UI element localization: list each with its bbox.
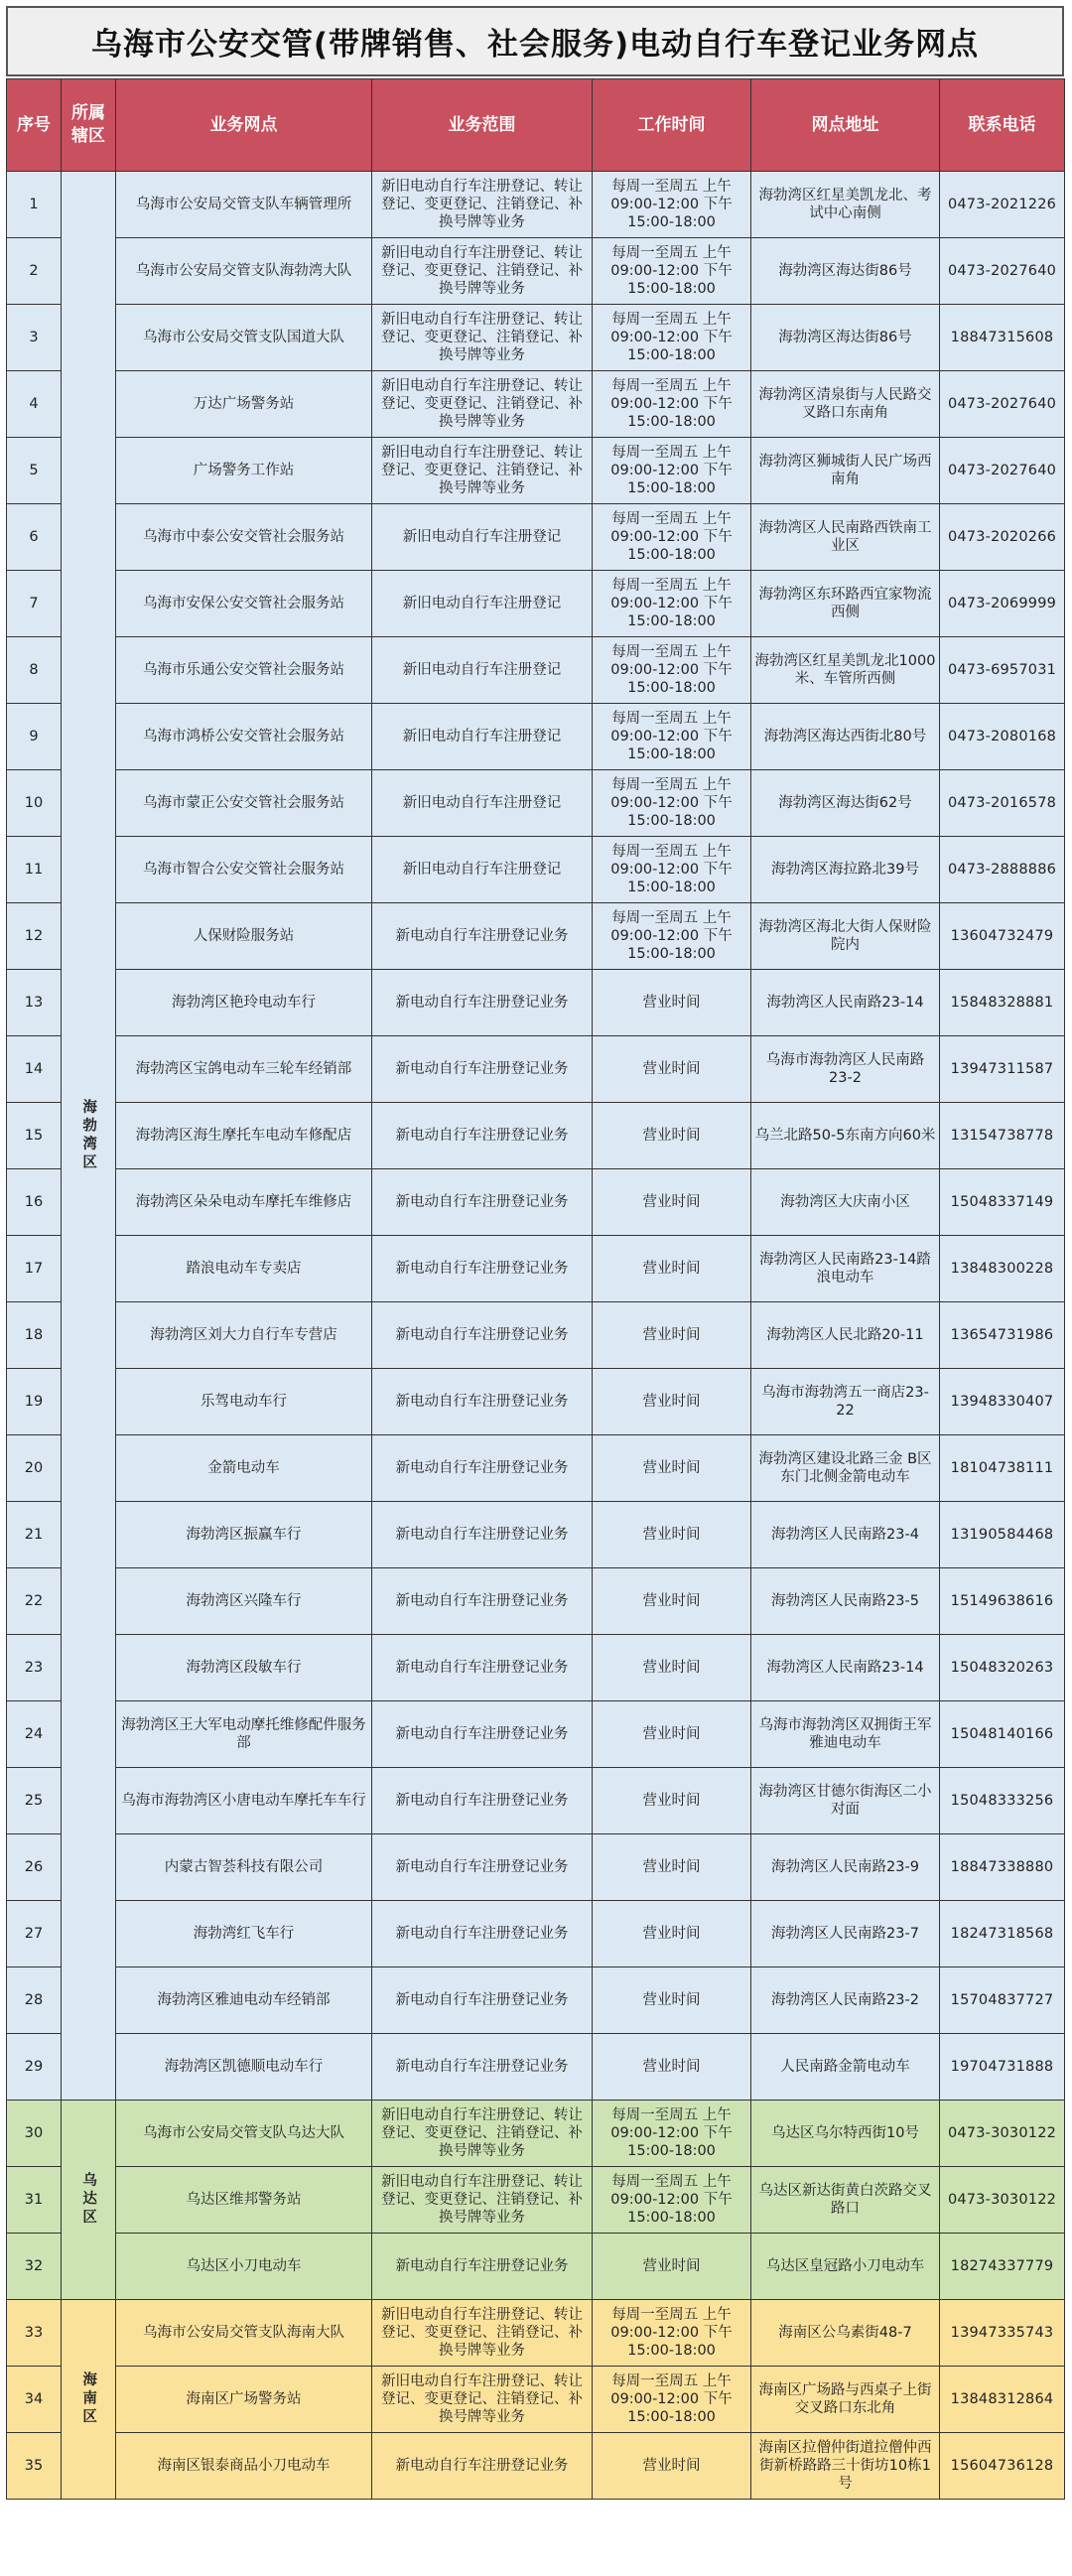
cell-phone: 15048320263 [940,1635,1065,1701]
cell-seq: 3 [7,305,62,371]
cell-outlet: 乐驾电动车行 [116,1369,372,1435]
table-row [7,2167,1065,2234]
cell-seq: 7 [7,571,62,637]
cell-outlet: 乌海市公安局交管支队车辆管理所 [116,172,372,238]
cell-hours: 每周一至周五 上午09:00-12:00 下午15:00-18:00 [593,504,751,571]
table-row [7,1502,1065,1568]
cell-address: 人民南路金箭电动车 [751,2034,940,2101]
table-body [7,172,1065,2500]
cell-scope: 新电动自行车注册登记业务 [372,1967,593,2034]
cell-scope: 新电动自行车注册登记业务 [372,1302,593,1369]
header-hours: 工作时间 [593,79,751,172]
cell-outlet: 海勃湾区凯德顺电动车行 [116,2034,372,2101]
table-row [7,2433,1065,2500]
cell-scope: 新旧电动自行车注册登记、转让登记、变更登记、注销登记、补换号牌等业务 [372,2101,593,2167]
table-row [7,2234,1065,2300]
cell-phone: 18247318568 [940,1901,1065,1967]
cell-scope: 新电动自行车注册登记业务 [372,1103,593,1169]
cell-phone: 19704731888 [940,2034,1065,2101]
cell-phone: 0473-2020266 [940,504,1065,571]
cell-address: 海勃湾区人民南路23-14 [751,970,940,1036]
cell-address: 海南区广场路与西桌子上街交叉路口东北角 [751,2367,940,2433]
cell-phone: 0473-2080168 [940,704,1065,770]
cell-hours: 营业时间 [593,1701,751,1768]
cell-outlet: 乌海市公安局交管支队乌达大队 [116,2101,372,2167]
cell-seq: 6 [7,504,62,571]
cell-seq: 33 [7,2300,62,2367]
header-phone: 联系电话 [940,79,1065,172]
cell-seq: 18 [7,1302,62,1369]
cell-scope: 新旧电动自行车注册登记 [372,571,593,637]
cell-scope: 新电动自行车注册登记业务 [372,2034,593,2101]
cell-address: 海勃湾区东环路西宜家物流西侧 [751,571,940,637]
cell-hours: 营业时间 [593,1435,751,1502]
cell-address: 海勃湾区海北大街人保财险院内 [751,903,940,970]
cell-hours: 营业时间 [593,1236,751,1302]
cell-scope: 新旧电动自行车注册登记、转让登记、变更登记、注销登记、补换号牌等业务 [372,172,593,238]
cell-address: 海勃湾区狮城街人民广场西南角 [751,438,940,504]
cell-phone: 15604736128 [940,2433,1065,2500]
cell-seq: 1 [7,172,62,238]
cell-scope: 新旧电动自行车注册登记 [372,770,593,837]
cell-scope: 新旧电动自行车注册登记 [372,504,593,571]
cell-address: 乌海市海勃湾区人民南路23-2 [751,1036,940,1103]
table-row [7,903,1065,970]
table-row [7,1236,1065,1302]
cell-address: 海勃湾区人民南路23-14踏浪电动车 [751,1236,940,1302]
cell-hours: 营业时间 [593,1502,751,1568]
cell-scope: 新电动自行车注册登记业务 [372,1768,593,1834]
cell-seq: 27 [7,1901,62,1967]
cell-scope: 新电动自行车注册登记业务 [372,1369,593,1435]
cell-address: 海南区拉僧仲街道拉僧仲西街新桥路路三十街坊10栋1号 [751,2433,940,2500]
cell-hours: 营业时间 [593,1768,751,1834]
header-scope: 业务范围 [372,79,593,172]
header-address: 网点地址 [751,79,940,172]
cell-phone: 18274337779 [940,2234,1065,2300]
cell-district: 海勃湾区 [62,172,116,2101]
cell-outlet: 万达广场警务站 [116,371,372,438]
table-row [7,1369,1065,1435]
table-row [7,438,1065,504]
cell-scope: 新旧电动自行车注册登记、转让登记、变更登记、注销登记、补换号牌等业务 [372,2167,593,2234]
cell-seq: 35 [7,2433,62,2500]
table-row [7,571,1065,637]
cell-address: 海勃湾区人民南路23-5 [751,1568,940,1635]
cell-outlet: 海勃湾区段敏车行 [116,1635,372,1701]
table-row [7,2367,1065,2433]
cell-address: 海勃湾区建设北路三金 B区东门北侧金箭电动车 [751,1435,940,1502]
table-row [7,1834,1065,1901]
cell-phone: 15048140166 [940,1701,1065,1768]
table-row [7,172,1065,238]
table-row [7,1701,1065,1768]
cell-outlet: 乌海市蒙正公安交管社会服务站 [116,770,372,837]
cell-phone: 0473-2027640 [940,438,1065,504]
cell-phone: 0473-3030122 [940,2167,1065,2234]
cell-scope: 新电动自行车注册登记业务 [372,1435,593,1502]
table-row [7,1302,1065,1369]
cell-seq: 9 [7,704,62,770]
cell-address: 海勃湾区红星美凯龙北、考试中心南侧 [751,172,940,238]
table-row [7,1768,1065,1834]
cell-scope: 新电动自行车注册登记业务 [372,1036,593,1103]
cell-seq: 14 [7,1036,62,1103]
cell-hours: 营业时间 [593,1302,751,1369]
cell-address: 海勃湾区人民南路23-14 [751,1635,940,1701]
cell-outlet: 海勃湾区王大军电动摩托维修配件服务部 [116,1701,372,1768]
cell-address: 海勃湾区海拉路北39号 [751,837,940,903]
table-row [7,2101,1065,2167]
cell-address: 海勃湾区人民南路23-9 [751,1834,940,1901]
cell-phone: 13154738778 [940,1103,1065,1169]
table-row [7,1568,1065,1635]
cell-seq: 11 [7,837,62,903]
cell-phone: 13604732479 [940,903,1065,970]
cell-scope: 新旧电动自行车注册登记、转让登记、变更登记、注销登记、补换号牌等业务 [372,2367,593,2433]
cell-hours: 每周一至周五 上午09:00-12:00 下午15:00-18:00 [593,2367,751,2433]
cell-hours: 营业时间 [593,1834,751,1901]
cell-seq: 2 [7,238,62,305]
cell-address: 海勃湾区清泉街与人民路交叉路口东南角 [751,371,940,438]
cell-seq: 23 [7,1635,62,1701]
cell-seq: 24 [7,1701,62,1768]
cell-address: 海勃湾区海达街86号 [751,305,940,371]
cell-seq: 34 [7,2367,62,2433]
cell-hours: 每周一至周五 上午09:00-12:00 下午15:00-18:00 [593,770,751,837]
table-row [7,1103,1065,1169]
cell-hours: 营业时间 [593,2034,751,2101]
cell-outlet: 乌达区维邦警务站 [116,2167,372,2234]
cell-hours: 营业时间 [593,1036,751,1103]
cell-hours: 每周一至周五 上午09:00-12:00 下午15:00-18:00 [593,837,751,903]
cell-outlet: 广场警务工作站 [116,438,372,504]
cell-hours: 营业时间 [593,1169,751,1236]
cell-hours: 每周一至周五 上午09:00-12:00 下午15:00-18:00 [593,571,751,637]
cell-seq: 10 [7,770,62,837]
cell-phone: 0473-6957031 [940,637,1065,704]
cell-scope: 新电动自行车注册登记业务 [372,1901,593,1967]
cell-outlet: 乌海市智合公安交管社会服务站 [116,837,372,903]
cell-outlet: 海勃湾区振赢车行 [116,1502,372,1568]
cell-phone: 0473-2027640 [940,238,1065,305]
cell-hours: 营业时间 [593,2234,751,2300]
cell-outlet: 乌海市中泰公安交管社会服务站 [116,504,372,571]
cell-phone: 0473-3030122 [940,2101,1065,2167]
cell-outlet: 海勃湾区宝鸽电动车三轮车经销部 [116,1036,372,1103]
cell-address: 海勃湾区人民南路23-7 [751,1901,940,1967]
cell-address: 海勃湾区海达街62号 [751,770,940,837]
cell-seq: 26 [7,1834,62,1901]
table-row [7,504,1065,571]
cell-seq: 29 [7,2034,62,2101]
cell-outlet: 海勃湾区海生摩托车电动车修配店 [116,1103,372,1169]
cell-phone: 18847315608 [940,305,1065,371]
table-row [7,770,1065,837]
cell-seq: 4 [7,371,62,438]
cell-scope: 新电动自行车注册登记业务 [372,1169,593,1236]
cell-outlet: 踏浪电动车专卖店 [116,1236,372,1302]
cell-seq: 5 [7,438,62,504]
cell-hours: 每周一至周五 上午09:00-12:00 下午15:00-18:00 [593,438,751,504]
cell-hours: 营业时间 [593,1967,751,2034]
cell-address: 乌达区乌尔特西街10号 [751,2101,940,2167]
cell-phone: 15048333256 [940,1768,1065,1834]
cell-scope: 新电动自行车注册登记业务 [372,903,593,970]
cell-phone: 15704837727 [940,1967,1065,2034]
cell-seq: 15 [7,1103,62,1169]
cell-scope: 新电动自行车注册登记业务 [372,970,593,1036]
cell-district: 海南区 [62,2300,116,2500]
cell-hours: 每周一至周五 上午09:00-12:00 下午15:00-18:00 [593,172,751,238]
cell-hours: 每周一至周五 上午09:00-12:00 下午15:00-18:00 [593,903,751,970]
cell-hours: 营业时间 [593,1568,751,1635]
cell-scope: 新电动自行车注册登记业务 [372,1834,593,1901]
cell-scope: 新电动自行车注册登记业务 [372,1236,593,1302]
cell-outlet: 乌海市安保公安交管社会服务站 [116,571,372,637]
cell-scope: 新电动自行车注册登记业务 [372,1502,593,1568]
cell-address: 海勃湾区大庆南小区 [751,1169,940,1236]
cell-scope: 新旧电动自行车注册登记、转让登记、变更登记、注销登记、补换号牌等业务 [372,2300,593,2367]
cell-seq: 19 [7,1369,62,1435]
table-row [7,305,1065,371]
table-row [7,970,1065,1036]
cell-address: 海勃湾区红星美凯龙北1000米、车管所西侧 [751,637,940,704]
header-district: 所属辖区 [62,79,116,172]
cell-address: 海勃湾区人民北路20-11 [751,1302,940,1369]
cell-scope: 新电动自行车注册登记业务 [372,1568,593,1635]
table-row [7,238,1065,305]
cell-hours: 每周一至周五 上午09:00-12:00 下午15:00-18:00 [593,305,751,371]
table-row [7,371,1065,438]
cell-hours: 营业时间 [593,1901,751,1967]
cell-outlet: 海南区广场警务站 [116,2367,372,2433]
table-row [7,1635,1065,1701]
cell-hours: 每周一至周五 上午09:00-12:00 下午15:00-18:00 [593,704,751,770]
cell-scope: 新电动自行车注册登记业务 [372,2234,593,2300]
cell-phone: 0473-2888886 [940,837,1065,903]
cell-scope: 新旧电动自行车注册登记、转让登记、变更登记、注销登记、补换号牌等业务 [372,371,593,438]
cell-hours: 每周一至周五 上午09:00-12:00 下午15:00-18:00 [593,371,751,438]
cell-scope: 新旧电动自行车注册登记 [372,637,593,704]
cell-outlet: 金箭电动车 [116,1435,372,1502]
cell-outlet: 乌海市乐通公安交管社会服务站 [116,637,372,704]
cell-hours: 每周一至周五 上午09:00-12:00 下午15:00-18:00 [593,2300,751,2367]
cell-outlet: 内蒙古智荟科技有限公司 [116,1834,372,1901]
cell-outlet: 乌海市公安局交管支队海勃湾大队 [116,238,372,305]
cell-address: 乌海市海勃湾区双拥街王军雅迪电动车 [751,1701,940,1768]
cell-seq: 21 [7,1502,62,1568]
cell-address: 乌海市海勃湾五一商店23-22 [751,1369,940,1435]
cell-hours: 每周一至周五 上午09:00-12:00 下午15:00-18:00 [593,637,751,704]
header-outlet: 业务网点 [116,79,372,172]
table-row [7,1036,1065,1103]
cell-scope: 新旧电动自行车注册登记、转让登记、变更登记、注销登记、补换号牌等业务 [372,238,593,305]
cell-scope: 新电动自行车注册登记业务 [372,1635,593,1701]
cell-scope: 新旧电动自行车注册登记、转让登记、变更登记、注销登记、补换号牌等业务 [372,438,593,504]
cell-phone: 0473-2021226 [940,172,1065,238]
cell-seq: 28 [7,1967,62,2034]
table-row [7,2034,1065,2101]
header-seq: 序号 [7,79,62,172]
cell-hours: 营业时间 [593,2433,751,2500]
cell-address: 乌兰北路50-5东南方向60米 [751,1103,940,1169]
cell-address: 海勃湾区人民南路23-4 [751,1502,940,1568]
cell-outlet: 海勃湾区刘大力自行车专营店 [116,1302,372,1369]
cell-phone: 13947335743 [940,2300,1065,2367]
cell-scope: 新电动自行车注册登记业务 [372,1701,593,1768]
cell-phone: 13654731986 [940,1302,1065,1369]
cell-outlet: 乌海市公安局交管支队海南大队 [116,2300,372,2367]
cell-seq: 30 [7,2101,62,2167]
table-row [7,2300,1065,2367]
cell-seq: 20 [7,1435,62,1502]
cell-outlet: 乌海市公安局交管支队国道大队 [116,305,372,371]
cell-seq: 22 [7,1568,62,1635]
cell-phone: 13190584468 [940,1502,1065,1568]
table-row [7,837,1065,903]
cell-outlet: 海勃湾区艳玲电动车行 [116,970,372,1036]
cell-outlet: 海勃湾区雅迪电动车经销部 [116,1967,372,2034]
cell-scope: 新旧电动自行车注册登记 [372,837,593,903]
cell-seq: 31 [7,2167,62,2234]
cell-phone: 13848312864 [940,2367,1065,2433]
cell-phone: 15848328881 [940,970,1065,1036]
table-row [7,1169,1065,1236]
cell-district: 乌达区 [62,2101,116,2300]
cell-outlet: 乌海市海勃湾区小唐电动车摩托车车行 [116,1768,372,1834]
table-row [7,704,1065,770]
table-row [7,1901,1065,1967]
cell-seq: 32 [7,2234,62,2300]
cell-phone: 15048337149 [940,1169,1065,1236]
cell-hours: 营业时间 [593,1369,751,1435]
cell-seq: 25 [7,1768,62,1834]
cell-address: 海南区公乌素街48-7 [751,2300,940,2367]
registration-outlet-table [6,78,1065,2500]
cell-address: 海勃湾区甘德尔街海区二小对面 [751,1768,940,1834]
cell-scope: 新旧电动自行车注册登记 [372,704,593,770]
cell-seq: 8 [7,637,62,704]
table-row [7,1967,1065,2034]
cell-hours: 每周一至周五 上午09:00-12:00 下午15:00-18:00 [593,2101,751,2167]
cell-address: 乌达区新达街黄白茨路交叉路口 [751,2167,940,2234]
cell-outlet: 乌海市鸿桥公安交管社会服务站 [116,704,372,770]
cell-hours: 每周一至周五 上午09:00-12:00 下午15:00-18:00 [593,238,751,305]
cell-address: 海勃湾区人民南路23-2 [751,1967,940,2034]
cell-outlet: 海南区银泰商品小刀电动车 [116,2433,372,2500]
cell-phone: 18104738111 [940,1435,1065,1502]
cell-scope: 新旧电动自行车注册登记、转让登记、变更登记、注销登记、补换号牌等业务 [372,305,593,371]
table-header-row [7,79,1065,172]
cell-seq: 16 [7,1169,62,1236]
cell-seq: 17 [7,1236,62,1302]
page-title: 乌海市公安交管(带牌销售、社会服务)电动自行车登记业务网点 [6,6,1064,76]
cell-seq: 12 [7,903,62,970]
cell-address: 海勃湾区海达街86号 [751,238,940,305]
cell-phone: 0473-2069999 [940,571,1065,637]
table-row [7,637,1065,704]
cell-phone: 0473-2016578 [940,770,1065,837]
cell-phone: 15149638616 [940,1568,1065,1635]
cell-outlet: 人保财险服务站 [116,903,372,970]
cell-phone: 13947311587 [940,1036,1065,1103]
cell-phone: 0473-2027640 [940,371,1065,438]
cell-phone: 18847338880 [940,1834,1065,1901]
cell-phone: 13948330407 [940,1369,1065,1435]
cell-hours: 每周一至周五 上午09:00-12:00 下午15:00-18:00 [593,2167,751,2234]
cell-hours: 营业时间 [593,970,751,1036]
cell-address: 乌达区皇冠路小刀电动车 [751,2234,940,2300]
cell-outlet: 海勃湾区兴隆车行 [116,1568,372,1635]
cell-address: 海勃湾区海达西街北80号 [751,704,940,770]
cell-scope: 新电动自行车注册登记业务 [372,2433,593,2500]
cell-outlet: 海勃湾红飞车行 [116,1901,372,1967]
cell-hours: 营业时间 [593,1635,751,1701]
cell-address: 海勃湾区人民南路西铁南工业区 [751,504,940,571]
cell-seq: 13 [7,970,62,1036]
table-row [7,1435,1065,1502]
cell-outlet: 海勃湾区朵朵电动车摩托车维修店 [116,1169,372,1236]
cell-outlet: 乌达区小刀电动车 [116,2234,372,2300]
cell-phone: 13848300228 [940,1236,1065,1302]
cell-hours: 营业时间 [593,1103,751,1169]
